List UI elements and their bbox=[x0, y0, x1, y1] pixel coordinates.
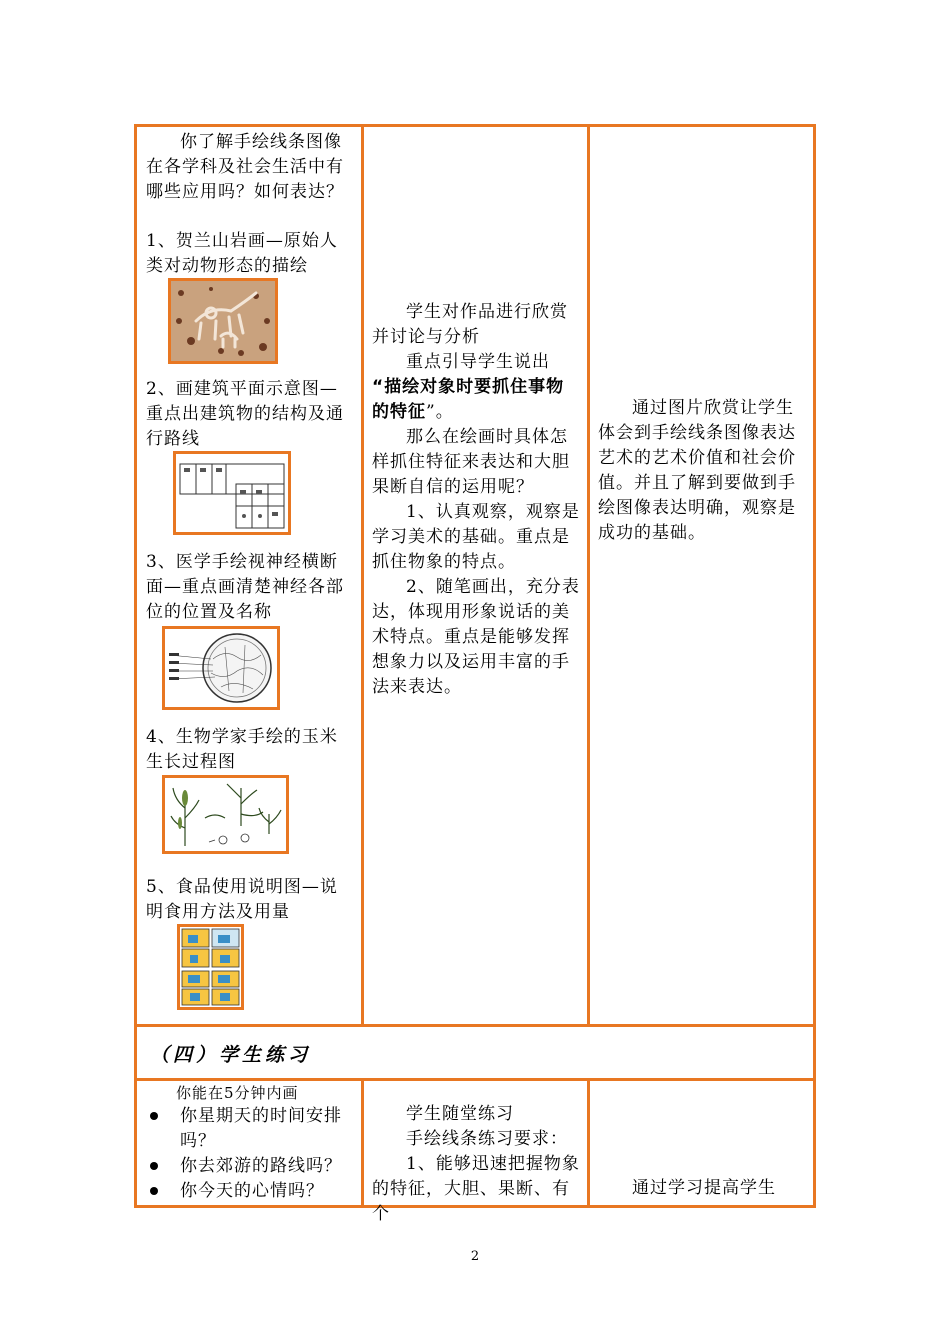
page-number: 2 bbox=[470, 1249, 480, 1264]
bullet-icon bbox=[150, 1162, 158, 1170]
food-instructions-image bbox=[177, 924, 244, 1010]
col3-text: 通过图片欣赏让学生体会到手绘线条图像表达艺术的艺术价值和社会价值。并且了解到要做到手绘图像表达明确，观察是成功的基础。 bbox=[598, 398, 796, 543]
rock-painting-image bbox=[168, 278, 278, 364]
col2-p1: 学生对作品进行欣赏并讨论与分析 bbox=[372, 302, 568, 347]
col2-p2 bbox=[372, 350, 580, 375]
building-plan-image bbox=[173, 451, 291, 535]
practice-bullet-2 bbox=[146, 1154, 358, 1179]
item-2-text bbox=[146, 377, 354, 452]
practice-col2 bbox=[372, 1102, 582, 1227]
bullet-text-3: 你今天的心情吗？ bbox=[180, 1181, 324, 1201]
section-title: （四）学生练习 bbox=[150, 1044, 312, 1066]
item-5-label: 5、食品使用说明图—说明食用方法及用量 bbox=[146, 877, 338, 922]
col2-p2-quote bbox=[372, 375, 580, 425]
practice-col2-l2: 手绘线条练习要求： bbox=[406, 1129, 568, 1149]
row-divider-2 bbox=[137, 1078, 813, 1081]
row-divider-1 bbox=[137, 1024, 813, 1027]
item-2-label: 2、画建筑平面示意图—重点出建筑物的结构及通行路线 bbox=[146, 379, 344, 449]
col2-p5: 2、随笔画出，充分表达，体现用形象说话的美术特点。重点是能够发挥想象力以及运用丰富的手法来表达。 bbox=[372, 577, 580, 697]
quote-open: “ bbox=[372, 377, 385, 397]
key-point-text: 描绘对象时要抓住事物的特征 bbox=[372, 377, 565, 422]
col3-content bbox=[598, 396, 808, 546]
item-4-label: 4、生物学家手绘的玉米生长过程图 bbox=[146, 727, 338, 772]
col2-p2-pre: 重点引导学生说出 bbox=[406, 352, 550, 372]
practice-col2-l1: 学生随堂练习 bbox=[406, 1104, 514, 1124]
col-divider-2 bbox=[587, 127, 590, 1024]
item-4-text bbox=[146, 725, 354, 775]
col2-content bbox=[372, 300, 580, 700]
col2-p4: 1、认真观察，观察是学习美术的基础。重点是抓住物象的特点。 bbox=[372, 502, 580, 572]
quote-close: ”。 bbox=[426, 402, 454, 422]
col1-intro bbox=[146, 130, 354, 205]
bullet-icon bbox=[150, 1112, 158, 1120]
practice-col3-text: 通过学习提高学生 bbox=[632, 1178, 776, 1198]
corn-growth-image bbox=[162, 775, 289, 854]
bullet-icon bbox=[150, 1187, 158, 1195]
practice-bullet-3 bbox=[146, 1179, 358, 1204]
practice-bullet-1 bbox=[146, 1104, 358, 1154]
item-1-text bbox=[146, 229, 354, 279]
intro-text: 你了解手绘线条图像在各学科及社会生活中有哪些应用吗？如何表达？ bbox=[146, 132, 344, 202]
bullet-text-1: 你星期天的时间安排吗？ bbox=[180, 1106, 342, 1151]
col-divider-3 bbox=[361, 1078, 364, 1208]
practice-col3 bbox=[598, 1176, 810, 1201]
item-5-text bbox=[146, 875, 354, 925]
col2-p3: 那么在绘画时具体怎样抓住特征来表达和大胆果断自信的运用呢？ bbox=[372, 427, 570, 497]
item-3-label: 3、医学手绘视神经横断面—重点画清楚神经各部位的位置及名称 bbox=[146, 552, 344, 622]
practice-col1 bbox=[146, 1082, 358, 1204]
practice-intro: 你能在5分钟内画 bbox=[176, 1084, 299, 1102]
col-divider-1 bbox=[361, 127, 364, 1024]
practice-col2-l3: 1、能够迅速把握物象的特征，大胆、果断、有个 bbox=[372, 1154, 580, 1224]
bullet-text-2: 你去郊游的路线吗？ bbox=[180, 1156, 342, 1176]
item-1-label: 1、贺兰山岩画—原始人类对动物形态的描绘 bbox=[146, 231, 338, 276]
col-divider-4 bbox=[587, 1078, 590, 1208]
optic-nerve-image bbox=[162, 626, 280, 710]
item-3-text bbox=[146, 550, 354, 625]
